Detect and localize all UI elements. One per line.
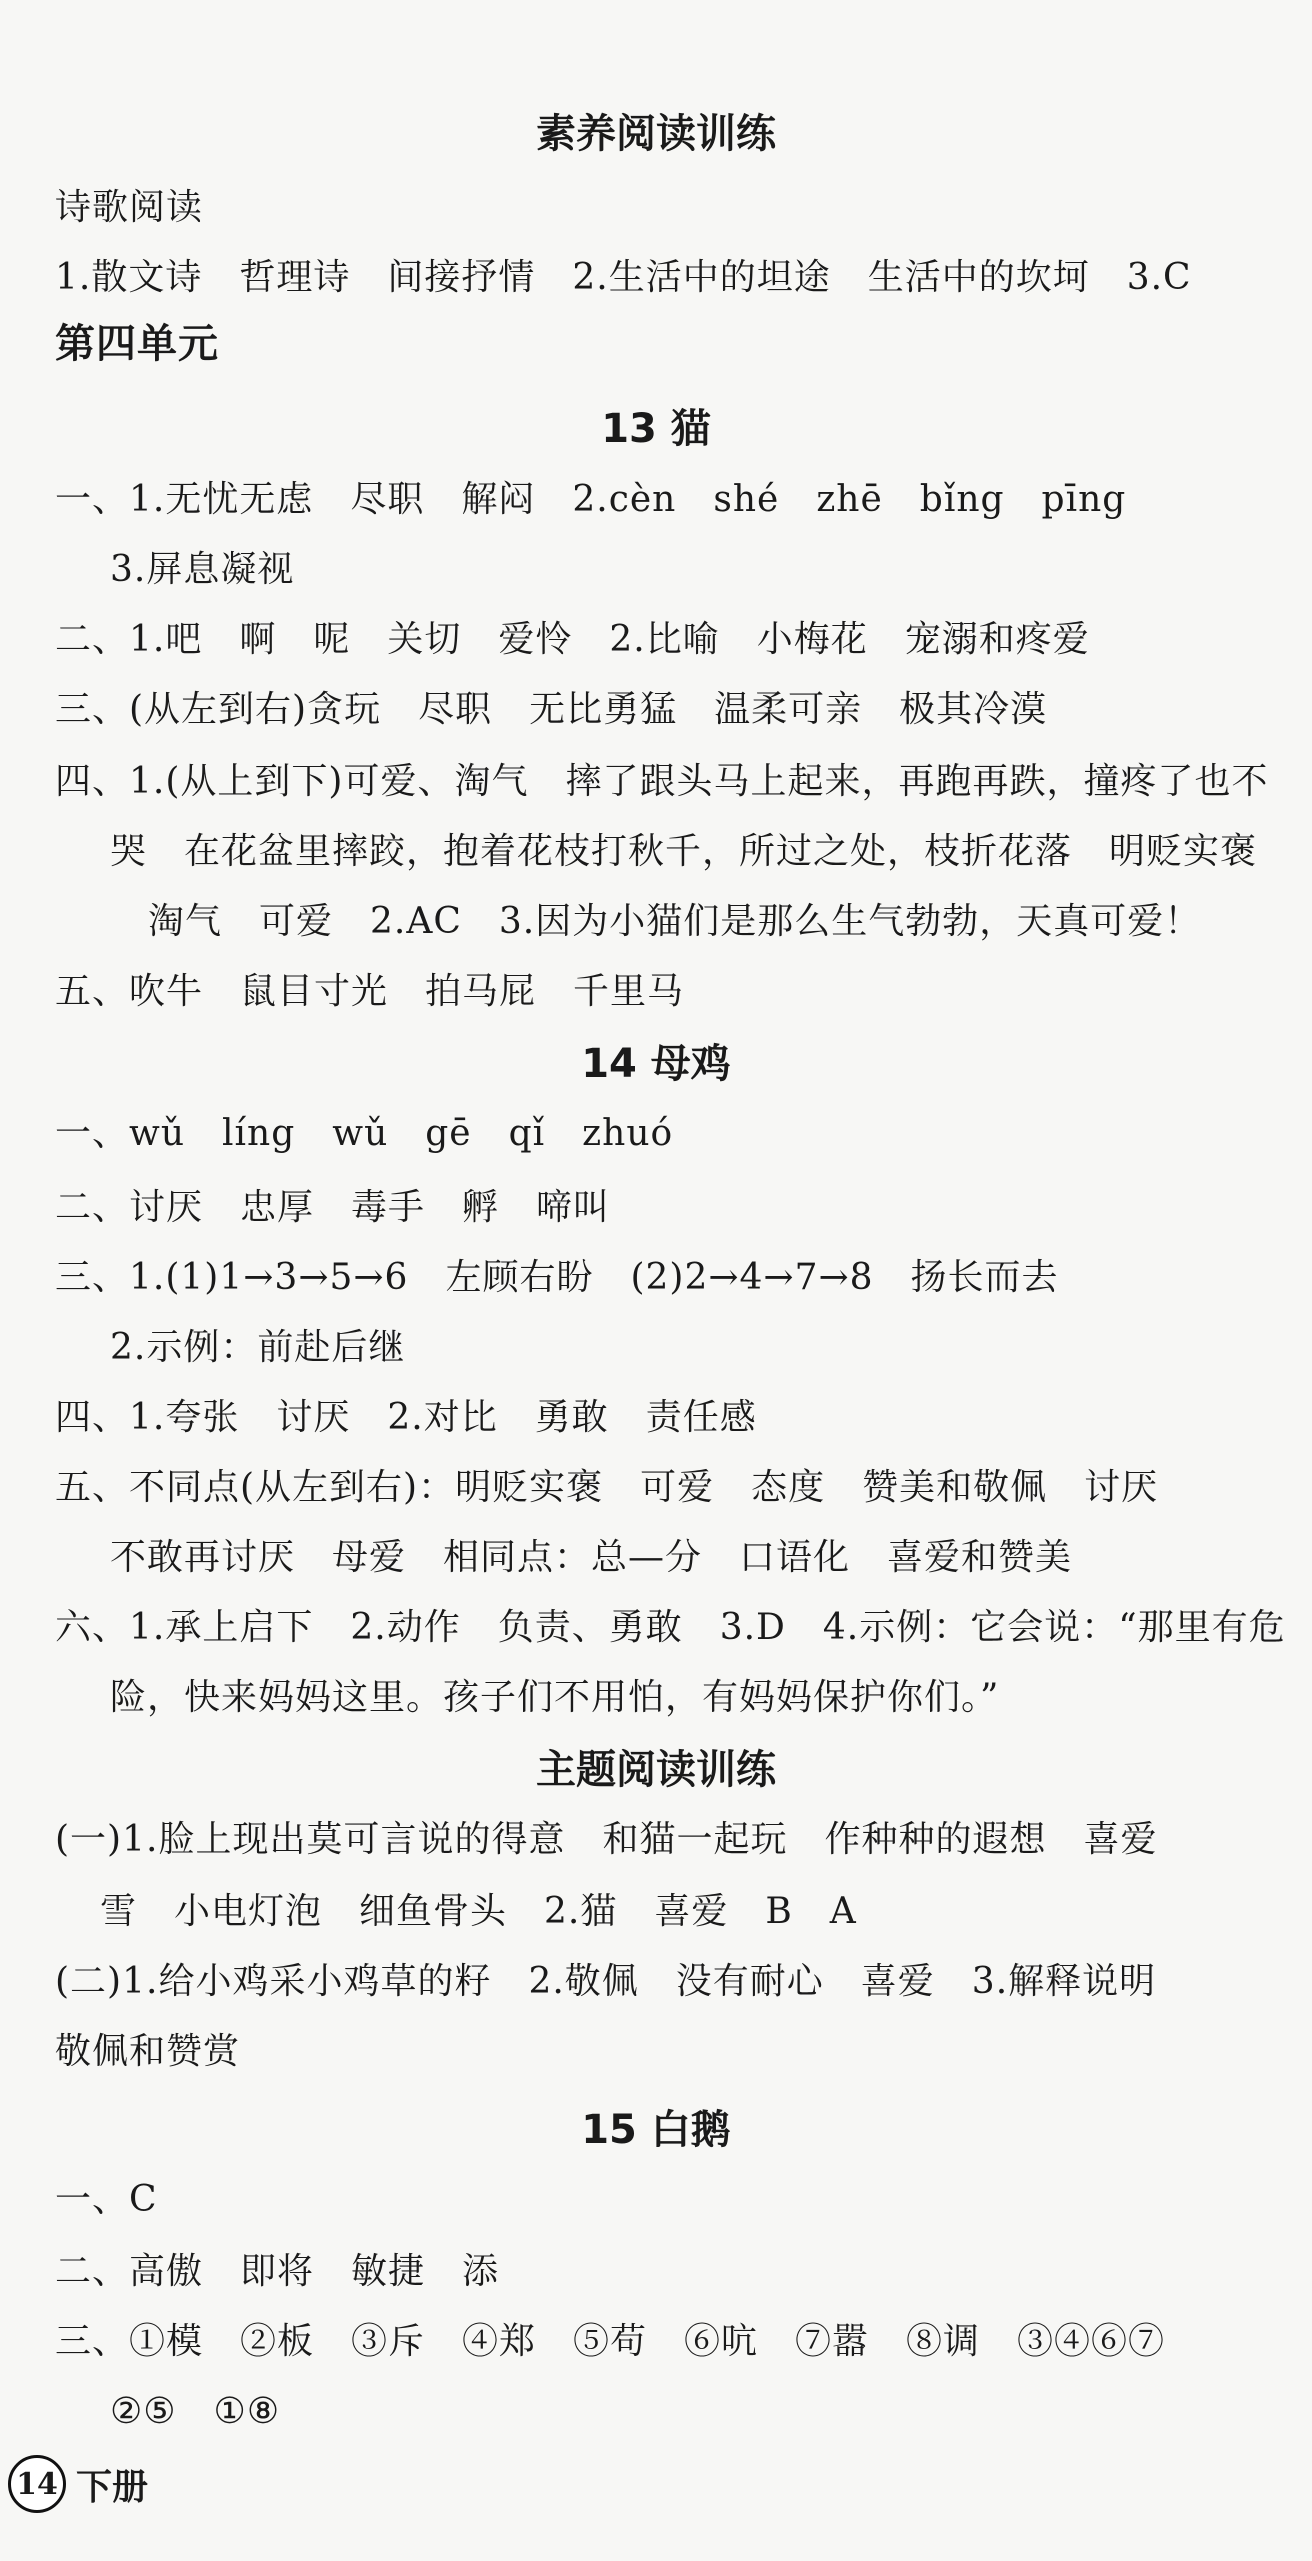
lesson-13-answer-line: 五、吹牛 鼠目寸光 拍马屁 千里马 <box>55 971 685 1012</box>
lesson-15-title: 15 白鹅 <box>581 2107 731 2153</box>
lesson-15-answer-line: 二、高傲 即将 敏捷 添 <box>55 2251 500 2292</box>
lesson-13-answer-line: 哭 在花盆里摔跤，抱着花枝打秋千，所过之处，枝折花落 明贬实褒 <box>110 831 1258 872</box>
volume-label: 下册 <box>76 2466 149 2508</box>
lesson-13-answer-line: 3.屏息凝视 <box>110 549 295 590</box>
lesson-14-answer-line: 五、不同点(从左到右)：明贬实褒 可爱 态度 赞美和敬佩 讨厌 <box>55 1467 1159 1508</box>
unit-title: 第四单元 <box>55 321 219 367</box>
page-footer <box>8 2452 148 2516</box>
lesson-13-answer-line: 淘气 可爱 2.AC 3.因为小猫们是那么生气勃勃，天真可爱！ <box>148 901 1202 942</box>
lesson-13-answer-line: 二、1.吧 啊 呢 关切 爱怜 2.比喻 小梅花 宠溺和疼爱 <box>55 619 1090 660</box>
lesson-15-answer-line: 三、①模 ②板 ③斥 ④郑 ⑤苟 ⑥吭 ⑦嚣 ⑧调 ③④⑥⑦ <box>55 2321 1166 2362</box>
lesson-14-answer-line: 四、1.夸张 讨厌 2.对比 勇敢 责任感 <box>55 1397 757 1438</box>
lesson-14-answer-line: 一、wǔ líng wǔ gē qǐ zhuó <box>55 1113 674 1154</box>
lesson-14-answer-line: 六、1.承上启下 2.动作 负责、勇敢 3.D 4.示例：它会说：“那里有危 <box>55 1607 1286 1648</box>
lesson-14-answer-line: 险，快来妈妈这里。孩子们不用怕，有妈妈保护你们。” <box>110 1677 1000 1718</box>
page-number-badge: 14 <box>8 2455 66 2513</box>
poetry-answers: 1.散文诗 哲理诗 间接抒情 2.生活中的坦途 生活中的坎坷 3.C <box>55 257 1192 298</box>
lesson-13-answer-line: 一、1.无忧无虑 尽职 解闷 2.cèn shé zhē bǐng pīng <box>55 479 1127 520</box>
lesson-13-title: 13 猫 <box>601 406 711 452</box>
theme-answer-line: 雪 小电灯泡 细鱼骨头 2.猫 喜爱 B A <box>100 1891 857 1932</box>
lesson-15-answer-line: ②⑤ ①⑧ <box>110 2391 281 2432</box>
theme-answer-line: (二)1.给小鸡采小鸡草的籽 2.敬佩 没有耐心 喜爱 3.解释说明 <box>55 1961 1157 2002</box>
theme-answer-line: 敬佩和赞赏 <box>55 2031 241 2072</box>
lesson-13-answer-line: 三、(从左到右)贪玩 尽职 无比勇猛 温柔可亲 极其冷漠 <box>55 689 1048 730</box>
reading-training-title: 素养阅读训练 <box>536 111 776 157</box>
lesson-14-answer-line: 不敢再讨厌 母爱 相同点：总—分 口语化 喜爱和赞美 <box>110 1537 1073 1578</box>
lesson-14-answer-line: 二、讨厌 忠厚 毒手 孵 啼叫 <box>55 1187 611 1228</box>
theme-answer-line: (一)1.脸上现出莫可言说的得意 和猫一起玩 作种种的遐想 喜爱 <box>55 1819 1158 1860</box>
lesson-14-answer-line: 2.示例：前赴后继 <box>110 1327 406 1368</box>
lesson-14-title: 14 母鸡 <box>581 1041 731 1087</box>
theme-reading-title: 主题阅读训练 <box>536 1747 776 1793</box>
poetry-reading-label: 诗歌阅读 <box>55 187 204 228</box>
lesson-15-answer-line: 一、C <box>55 2179 158 2220</box>
lesson-13-answer-line: 四、1.(从上到下)可爱、淘气 摔了跟头马上起来，再跑再跌，撞疼了也不 <box>55 761 1269 802</box>
lesson-14-answer-line: 三、1.(1)1→3→5→6 左顾右盼 (2)2→4→7→8 扬长而去 <box>55 1257 1059 1298</box>
